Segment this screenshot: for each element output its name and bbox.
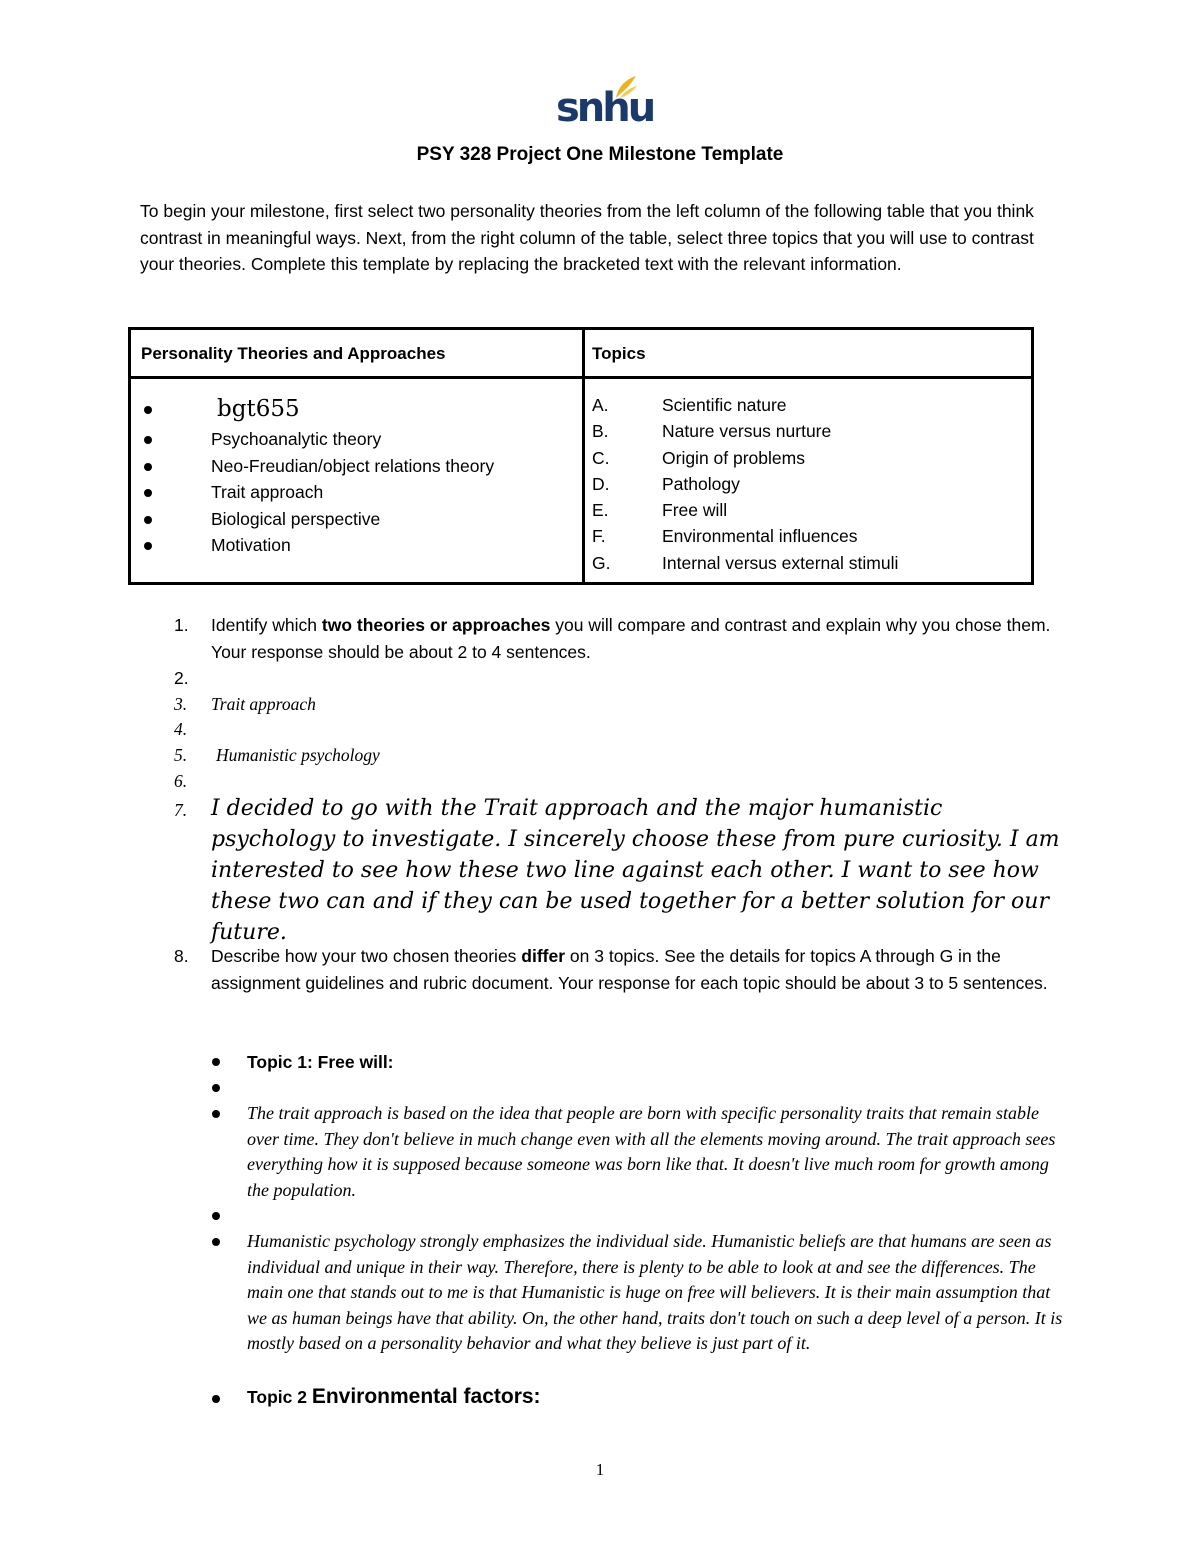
bullet-icon [144, 542, 152, 550]
question-1 [211, 612, 1071, 665]
list-item [592, 392, 898, 418]
topic-label: Pathology [662, 473, 740, 494]
list-item [141, 532, 494, 559]
topic-1-heading-text: Topic 1: Free will: [247, 1052, 394, 1072]
theory-label: Trait approach [211, 482, 324, 502]
bullet-icon [212, 1110, 220, 1118]
theory-label: Psychoanalytic theory [211, 429, 382, 449]
theories-column-header: Personality Theories and Approaches [141, 344, 446, 363]
question-1-text: Identify which [211, 615, 322, 635]
list-item [141, 426, 494, 453]
question-8-text-end: on 3 topics. See the details for topics A through G in the assignment guidelines and rubric document. Your response for each topic should be about 3 to 5 sentences. [211, 946, 1048, 993]
intro-paragraph: To begin your milestone, first select two personality theories from the left column of the following table that you think contrast in meaningful ways. Next, from the right column of the table, select three topics that you will use to contrast your theories. Complete this template by replacing the bracketed text with the relevant information. [140, 201, 1034, 274]
topic-1-trait-paragraph: The trait approach is based on the idea that people are born with specific personality traits that remain stable over time. They don't believe in much change even with all the elements moving around. The trait approach sees everything how it is supposed because someone was born like that. It doesn't live much room for growth among the population. [247, 1103, 1056, 1200]
question-8 [211, 943, 1071, 996]
answer-theory-1: Trait approach [211, 694, 316, 714]
item-number: 3. [174, 694, 188, 714]
topic-label: Internal versus external stimuli [662, 552, 899, 573]
question-1-emphasis: two theories or approaches [321, 615, 551, 635]
topic-label: Free will [662, 500, 728, 521]
topic-2-prefix: Topic 2 [247, 1387, 312, 1407]
list-item [141, 479, 494, 506]
list-item [141, 453, 494, 480]
topic-label: Scientific nature [662, 395, 787, 415]
item-number: 4. [174, 719, 188, 739]
theories-list [141, 392, 494, 559]
theories-topics-table [128, 327, 1034, 585]
topic-label: Origin of problems [662, 447, 805, 468]
question-8-text: Describe how your two chosen theories [211, 946, 522, 966]
topic-1-heading [247, 1050, 1067, 1076]
bullet-icon [144, 516, 152, 524]
list-item [592, 445, 898, 471]
topic-letter: A. [592, 395, 609, 415]
page-number: 1 [595, 1460, 605, 1479]
item-number: 8. [174, 946, 189, 966]
item-number: 6. [174, 771, 188, 791]
theory-label: Motivation [211, 535, 291, 555]
theory-label: Biological perspective [211, 508, 381, 529]
question-8-emphasis: differ [521, 946, 566, 966]
list-item [592, 550, 898, 576]
logo-wordmark: snhu [556, 85, 654, 131]
list-item [592, 497, 898, 523]
page-title: PSY 328 Project One Milestone Template [416, 144, 784, 165]
list-item [141, 506, 494, 533]
bullet-icon [144, 406, 152, 414]
topic-1-humanistic-paragraph: Humanistic psychology strongly emphasizes the individual side. Humanistic beliefs are that humans are seen as individual and unique in their way. Therefore, there is plenty to be able to look at and see the differences. The main one that stands out to me is that Humanistic is huge on free will believers. It is their main assumption that we as human beings have that ability. On, the other hand, traits don't touch on such a deep level of a person. It is mostly based on a personality behavior and what they believe is just part of it. [247, 1231, 1063, 1353]
bullet-icon [212, 1084, 220, 1092]
topic-2-label: Environmental factors: [311, 1385, 541, 1408]
bullet-icon [212, 1238, 220, 1246]
list-item [141, 392, 494, 426]
bullet-icon [212, 1395, 220, 1403]
topic-2-heading [247, 1384, 1067, 1411]
topic-letter: C. [592, 447, 610, 468]
list-item [592, 418, 898, 444]
item-number: 7. [174, 800, 188, 820]
topic-letter: G. [592, 552, 611, 573]
topic-label: Nature versus nurture [662, 421, 832, 442]
theory-label: bgt655 [217, 396, 300, 422]
bullet-icon [144, 463, 152, 471]
topic-letter: D. [592, 473, 610, 494]
topics-column-header: Topics [592, 344, 646, 363]
item-number: 5. [174, 745, 188, 765]
answer-explanation: I decided to go with the Trait approach and the major humanistic psychology to investigate. I sincerely choose these from pure curiosity. I am interested to see how these two line against each other. I want to see how these two can and if they can be used together for a better solution for our future. [211, 796, 1060, 945]
bullet-icon [144, 436, 152, 444]
item-number: 2. [174, 668, 189, 688]
answer-theory-2: Humanistic psychology [216, 745, 380, 765]
topic-letter: B. [592, 421, 609, 442]
bullet-icon [144, 489, 152, 497]
table-divider-vertical [582, 330, 585, 582]
table-divider-horizontal [131, 376, 1031, 379]
topics-list [592, 392, 898, 576]
bullet-icon [212, 1058, 220, 1066]
question-1-text-end: you will compare and contrast and explain why you chose them. Your response should be about 2 to 4 sentences. [211, 615, 1051, 662]
bullet-icon [212, 1212, 220, 1220]
list-item [592, 523, 898, 549]
topic-label: Environmental influences [662, 526, 858, 547]
item-number: 1. [174, 615, 189, 635]
topic-letter: E. [592, 500, 609, 521]
topic-letter: F. [592, 526, 606, 547]
list-item [592, 471, 898, 497]
theory-label: Neo-Freudian/object relations theory [211, 455, 495, 476]
snhu-logo [556, 74, 654, 134]
